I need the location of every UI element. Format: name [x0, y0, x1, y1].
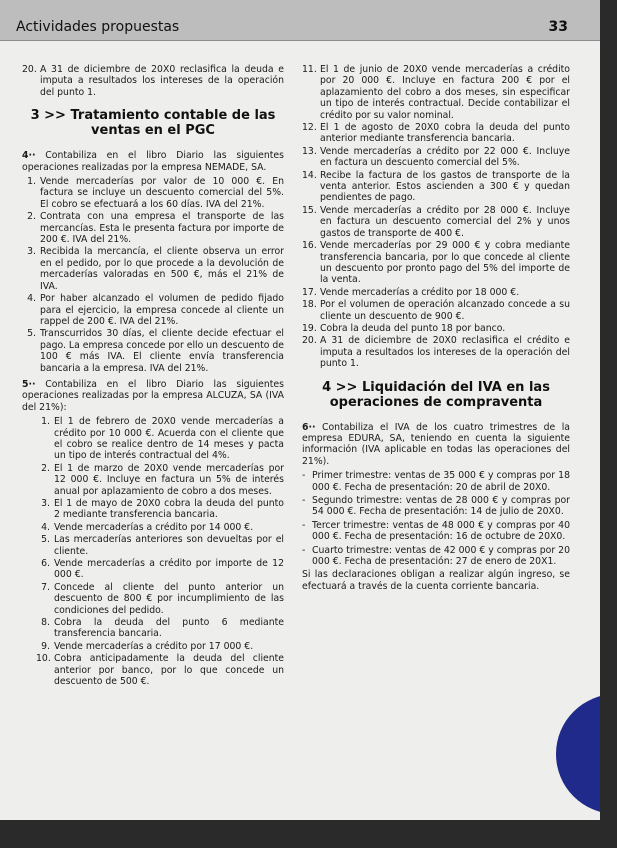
item-number: 2.	[41, 462, 50, 474]
item-number: 1.	[41, 416, 50, 428]
exercise-text: Contabiliza el IVA de los cuatro trimestres de la empresa EDURA, SA, teniendo en cuenta la siguiente información (IVA aplicable en todas las operaciones del 21%).	[302, 421, 570, 467]
list-item	[302, 287, 570, 298]
list-item	[302, 64, 570, 121]
header-band	[0, 0, 600, 41]
list-item	[36, 522, 284, 533]
item-text: Por el volumen de operación alcanzado concede a su cliente un descuento de 900 €.	[320, 299, 570, 322]
item-text: Vende mercaderías a crédito por importe de 12 000 €.	[54, 558, 284, 581]
list-item	[36, 641, 284, 652]
item-text: Recibe la factura de los gastos de transporte de la venta anterior. Estos ascienden a 300 € y quedan pendientes de pago.	[320, 169, 570, 204]
item-number: 11.	[302, 64, 317, 75]
item-text: Recibida la mercancía, el cliente observa un error en el pedido, por lo que procede a la devolución de mercaderías valoradas en 500 €, más el 21% de IVA.	[40, 246, 284, 292]
list-item	[302, 240, 570, 286]
item-text: El 1 de marzo de 20X0 vende mercaderías por 12 000 €. Incluye en factura un 5% de interés anual por aplazamiento de cobro a dos meses.	[54, 462, 284, 497]
item-number: 14.	[302, 169, 317, 181]
item-number: 9.	[41, 640, 50, 652]
list-item	[36, 617, 284, 640]
list-item	[36, 463, 284, 497]
item-text: El 1 de agosto de 20X0 cobra la deuda del punto anterior mediante transferencia bancaria.	[320, 122, 570, 145]
list-item	[302, 205, 570, 239]
item-number: 12.	[302, 122, 317, 134]
section-heading-3	[22, 108, 284, 138]
list-item: - Segundo trimestre: ventas de 28 000 € y compras por 54 000 €. Fecha de presentación: 14 de julio de 20X0.	[302, 495, 570, 518]
left-column	[22, 64, 284, 689]
quarters-list	[302, 470, 570, 567]
list-item	[22, 64, 284, 98]
item-text: Por haber alcanzado el volumen de pedido fijado para el ejercicio, la empresa concede al cliente un rappel de 200 €. IVA del 21%.	[40, 293, 284, 327]
item-number: 10.	[36, 653, 51, 665]
list-item: - Primer trimestre: ventas de 35 000 € y compras por 18 000 €. Fecha de presentación: 20 de abril de 20X0.	[302, 470, 570, 493]
item-number: 5.	[27, 328, 36, 340]
item-text: El 1 de mayo de 20X0 cobra la deuda del punto 2 mediante transferencia bancaria.	[54, 498, 284, 521]
chapter-title: Actividades propuestas	[16, 19, 180, 35]
page-number: 33	[548, 19, 568, 35]
item-number: 6.	[41, 558, 50, 570]
list-item	[302, 170, 570, 204]
list-item: - Cuarto trimestre: ventas de 42 000 € y compras por 20 000 €. Fecha de presentación: 27 de enero de 20X1.	[302, 544, 570, 568]
item-number: 2.	[27, 211, 36, 223]
list-item	[302, 323, 570, 334]
list-item	[22, 211, 284, 245]
list-item	[22, 293, 284, 327]
item-number: 4.	[27, 293, 36, 305]
item-text: Cobra la deuda del punto 6 mediante transferencia bancaria.	[54, 617, 284, 640]
item-text: Vende mercaderías a crédito por 22 000 €. Incluye en factura un descuento comercial del 5%.	[320, 145, 570, 169]
item-number: 13.	[302, 145, 317, 157]
item-text: Cuarto trimestre: ventas de 42 000 € y compras por 20 000 €. Fecha de presentación: 27 de enero de 20X1.	[312, 544, 570, 568]
exercise-marker: 4··	[22, 150, 36, 162]
exercise-4-list	[22, 176, 284, 374]
item-text: Vende mercaderías a crédito por 28 000 €. Incluye en factura un descuento comercial del 2% y unos gastos de transporte de 400 €.	[320, 204, 570, 239]
list-item	[22, 246, 284, 292]
item-number: 15.	[302, 204, 317, 216]
item-number: 8.	[41, 617, 50, 629]
exercise-marker: 6··	[302, 421, 316, 433]
list-item	[22, 328, 284, 374]
item-number: 3.	[27, 246, 36, 258]
list-item	[36, 558, 284, 581]
list-item	[36, 416, 284, 462]
list-item	[302, 335, 570, 369]
list-item	[36, 582, 284, 616]
item-number: 5.	[41, 534, 50, 546]
list-item	[22, 176, 284, 210]
exercise-text: Contabiliza en el libro Diario las siguientes operaciones realizadas por la empresa NEMADE, SA.	[22, 150, 284, 173]
item-text: Transcurridos 30 días, el cliente decide efectuar el pago. La empresa concede por ello un descuento de 100 € más IVA. El cliente envía transferencia bancaria a la empresa. IVA del 21%.	[40, 328, 285, 374]
item-text: Vende mercaderías a crédito por 17 000 €.	[54, 640, 254, 652]
list-item: - Tercer trimestre: ventas de 48 000 € y compras por 40 000 €. Fecha de presentación: 16 de octubre de 20X0.	[302, 519, 570, 543]
item-text: Cobra anticipadamente la deuda del cliente anterior por banco, por lo que concede un descuento de 500 €.	[54, 653, 284, 688]
section-title: Tratamiento contable de las ventas en el PGC	[70, 108, 276, 139]
item-number: 1.	[27, 176, 36, 188]
item-number: 18.	[302, 299, 317, 311]
item-text: Vende mercaderías a crédito por 18 000 €.	[320, 286, 520, 298]
exercise-4-statement	[22, 150, 284, 173]
item-text: Primer trimestre: ventas de 35 000 € y compras por 18 000 €. Fecha de presentación: 20 de abril de 20X0.	[312, 470, 570, 493]
item-text: El 1 de febrero de 20X0 vende mercaderías a crédito por 10 000 €. Acuerda con el cliente que el cobro se realice dentro de 14 meses y pacta un tipo de interés contractual del 4%.	[54, 416, 284, 462]
section-marker: 4 >>	[322, 379, 358, 395]
item-text: Vende mercaderías a crédito por 14 000 €.	[54, 521, 254, 533]
item-text: A 31 de diciembre de 20X0 reclasifica la deuda e imputa a resultados los intereses de la operación del punto 1.	[40, 64, 284, 98]
item-text: Segundo trimestre: ventas de 28 000 € y compras por 54 000 €. Fecha de presentación: 14 de julio de 20X0.	[312, 495, 570, 518]
section-heading-4	[302, 380, 570, 410]
item-text: El 1 de junio de 20X0 vende mercaderías a crédito por 20 000 €. Incluye en factura 200 € por el aplazamiento del cobro a dos meses, sin especificar un tipo de interés contractual. Decide contabilizar el crédito por su valor nominal.	[320, 64, 570, 121]
item-number: 3.	[41, 498, 50, 509]
item-text: Vende mercaderías por 29 000 € y cobra mediante transferencia bancaria, por lo que concede al cliente un descuento por pronto pago del 5% del importe de la venta.	[320, 240, 570, 286]
list-item	[36, 498, 284, 521]
item-number: 20.	[22, 64, 37, 75]
list-item	[36, 653, 284, 687]
list-item	[302, 299, 570, 322]
exercise-5-list-continued	[302, 64, 570, 370]
section-marker: 3 >>	[30, 108, 66, 124]
exercise-marker: 5··	[22, 378, 36, 390]
list-item	[302, 122, 570, 145]
right-column	[302, 64, 570, 595]
exercise-6-statement	[302, 422, 570, 468]
item-number: 20.	[302, 335, 317, 347]
item-text: A 31 de diciembre de 20X0 reclasifica el crédito e imputa a resultados los intereses de la operación del punto 1.	[320, 335, 570, 370]
page-tab-marker	[556, 694, 600, 814]
item-text: Tercer trimestre: ventas de 48 000 € y compras por 40 000 €. Fecha de presentación: 16 de octubre de 20X0.	[312, 519, 570, 543]
item-text: Concede al cliente del punto anterior un descuento de 800 € por incumplimiento de las condiciones del pedido.	[54, 581, 284, 616]
item-text: Contrata con una empresa el transporte de las mercancías. Esta le presenta factura por importe de 200 €. IVA del 21%.	[40, 211, 284, 246]
item-number: 17.	[302, 286, 317, 298]
item-text: Vende mercaderías por valor de 10 000 €. En factura se incluye un descuento comercial del 5%. El cobro se efectuará a los 60 días. IVA del 21%.	[40, 176, 284, 210]
item-number: 4.	[41, 521, 50, 533]
item-number: 16.	[302, 240, 317, 252]
list-item	[302, 146, 570, 169]
item-text: Cobra la deuda del punto 18 por banco.	[320, 322, 506, 334]
list-item	[36, 534, 284, 557]
exercise-5-statement	[22, 379, 284, 413]
section-title: Liquidación del IVA en las operaciones de compraventa	[329, 379, 550, 410]
item-number: 7.	[41, 581, 50, 593]
closing-note: Si las declaraciones obligan a realizar algún ingreso, se efectuará a través de la cuenta corriente bancaria.	[302, 569, 570, 592]
item-text: Las mercaderías anteriores son devueltas por el cliente.	[54, 534, 284, 557]
exercise-text: Contabiliza en el libro Diario las siguientes operaciones realizadas por la empresa ALCUZA, SA (IVA del 21%):	[22, 378, 284, 413]
item-number: 19.	[302, 322, 317, 334]
exercise-5-list	[22, 416, 284, 687]
